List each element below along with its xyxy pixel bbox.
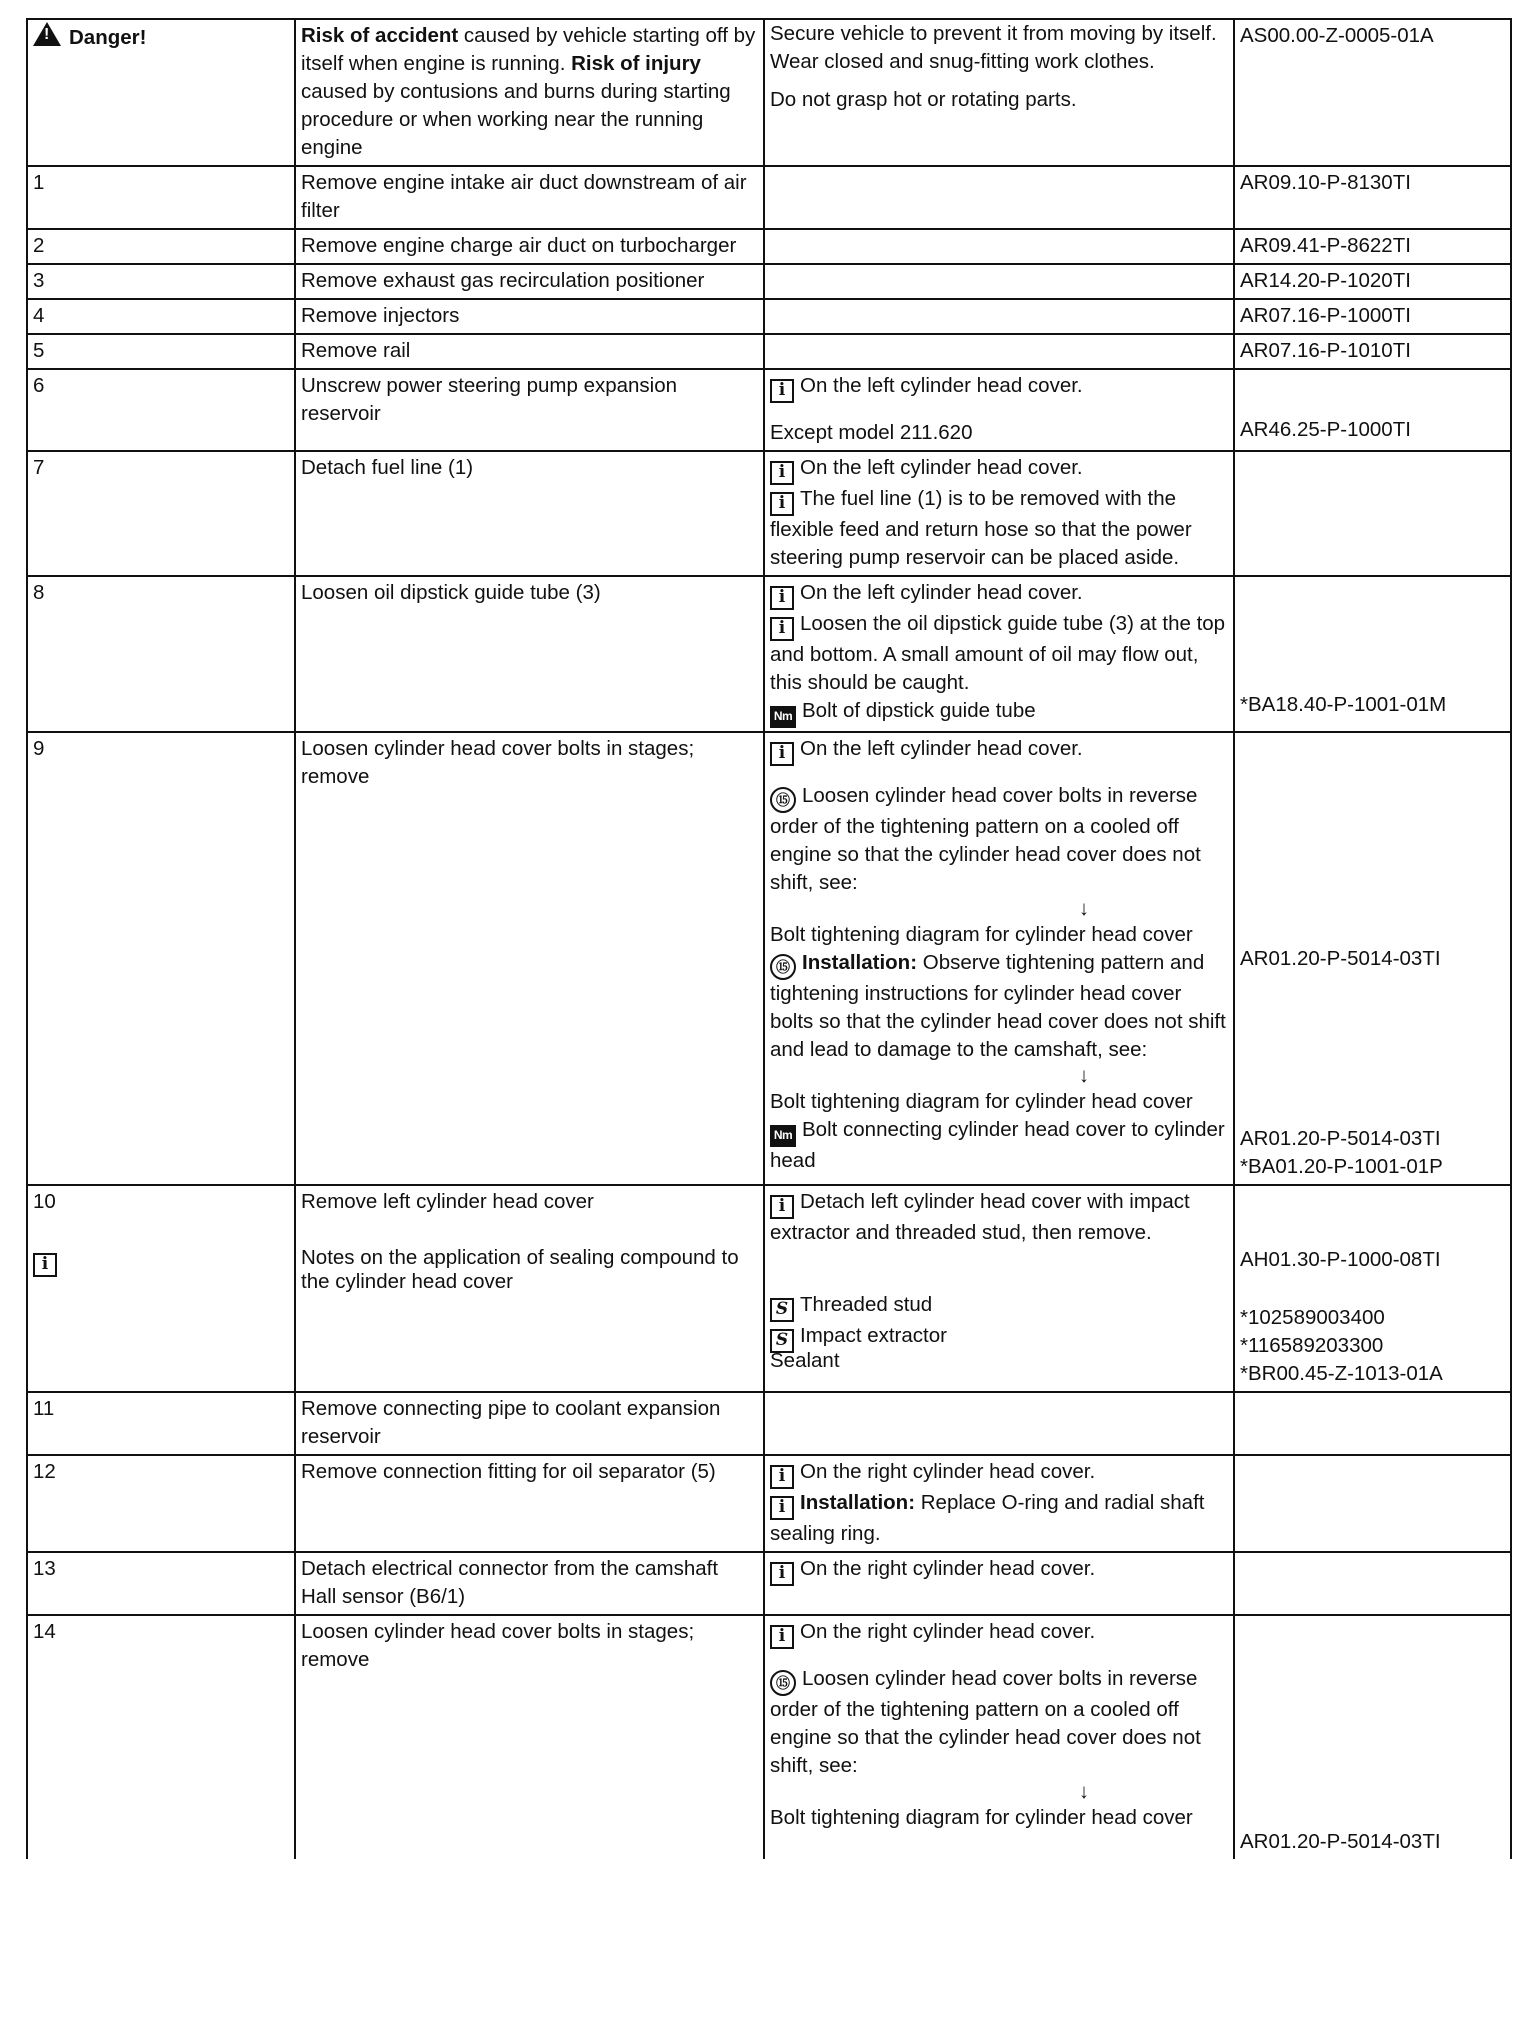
step-ref-cell — [1234, 1552, 1511, 1615]
step-number: 12 — [27, 1455, 295, 1552]
note-detach-cover: Detach left cylinder head cover with impact extractor and threaded stud, then remove. — [770, 1190, 1190, 1244]
torque-cover-bolt: Bolt connecting cylinder head cover to cylinder head — [770, 1118, 1225, 1172]
table-row — [27, 166, 1511, 229]
arrow-down-icon: ↓ — [1078, 897, 1090, 920]
sealant-label: Sealant — [770, 1349, 840, 1372]
risk-title-accident: Risk of accident — [301, 24, 459, 47]
step-notes — [764, 166, 1234, 229]
note-left-cover: On the left cylinder head cover. — [800, 374, 1083, 397]
note-left-cover: On the left cylinder head cover. — [800, 456, 1083, 479]
risk-text-accident: caused by vehicle starting off by itself when engine is running. — [301, 24, 756, 75]
step-number: 13 — [27, 1552, 295, 1615]
procedure-document — [26, 18, 1510, 1859]
step-action: Loosen cylinder head cover bolts in stages; remove — [295, 732, 764, 1185]
info-icon: i — [770, 742, 794, 766]
note-except-model: Except model 211.620 — [770, 421, 973, 444]
warning-icon — [33, 22, 61, 46]
step-action: Loosen oil dipstick guide tube (3) — [295, 576, 764, 732]
step-ref-cell — [1234, 1615, 1511, 1859]
diagram-link[interactable]: Bolt tightening diagram for cylinder head cover — [770, 1090, 1193, 1113]
note-loosen-order: Loosen cylinder head cover bolts in reverse order of the tightening pattern on a cooled off engine so that the cylinder head cover does not shift, see: — [770, 1667, 1201, 1777]
step-number: 6 — [27, 369, 295, 451]
step-action: Remove left cylinder head cover — [301, 1190, 594, 1213]
step-action: Remove engine charge air duct on turbocharger — [295, 229, 764, 264]
note-left-cover: On the left cylinder head cover. — [800, 581, 1083, 604]
info-icon: i — [770, 492, 794, 516]
note-right-cover: On the right cylinder head cover. — [800, 1460, 1096, 1483]
step-ref-cell — [1234, 1185, 1511, 1392]
danger-cell — [27, 19, 295, 166]
info-icon: i — [770, 617, 794, 641]
step-notes — [764, 732, 1234, 1185]
step-action: Unscrew power steering pump expansion reservoir — [295, 369, 764, 451]
step-number: 1 — [27, 166, 295, 229]
danger-measures — [764, 19, 1234, 166]
step-notes — [764, 451, 1234, 576]
step-ref[interactable]: *116589203300 — [1240, 1334, 1384, 1357]
step-notes — [764, 1615, 1234, 1859]
table-row — [27, 1392, 1511, 1455]
step-ref-cell — [1234, 1392, 1511, 1455]
step-notes — [764, 576, 1234, 732]
note-dipstick: Loosen the oil dipstick guide tube (3) at the top and bottom. A small amount of oil may flow out, this should be caught. — [770, 612, 1226, 694]
table-row — [27, 451, 1511, 576]
step-action: Loosen cylinder head cover bolts in stages; remove — [295, 1615, 764, 1859]
table-row — [27, 1455, 1511, 1552]
info-icon: i — [770, 1465, 794, 1489]
step-action: Remove connecting pipe to coolant expansion reservoir — [295, 1392, 764, 1455]
diagram-link[interactable]: Bolt tightening diagram for cylinder head cover — [770, 923, 1193, 946]
step-notes — [764, 369, 1234, 451]
step-ref-cell — [1234, 451, 1511, 576]
step-number: 9 — [27, 732, 295, 1185]
procedure-table — [26, 18, 1512, 1859]
sequence-icon: ⑮ — [770, 1670, 796, 1696]
note-right-cover: On the right cylinder head cover. — [800, 1557, 1096, 1580]
diagram-link[interactable]: Bolt tightening diagram for cylinder head cover — [770, 1806, 1193, 1829]
step-ref-cell — [1234, 576, 1511, 732]
step-action: Remove connection fitting for oil separator (5) — [295, 1455, 764, 1552]
step-notes — [764, 229, 1234, 264]
step-number-cell — [27, 1185, 295, 1392]
installation-text: Observe tightening pattern and tightening instructions for cylinder head cover bolts so that the cylinder head cover does not shift and lead to damage to the camshaft, see: — [770, 951, 1226, 1061]
step-notes — [764, 1455, 1234, 1552]
step-action: Remove injectors — [295, 299, 764, 334]
table-row — [27, 1185, 1511, 1392]
step-notes — [764, 334, 1234, 369]
note-fuel-line: The fuel line (1) is to be removed with the flexible feed and return hose so that the power steering pump reservoir can be placed aside. — [770, 487, 1192, 569]
table-row — [27, 576, 1511, 732]
installation-label: Installation: — [802, 951, 918, 974]
step-ref[interactable]: AR09.41-P-8622TI — [1234, 229, 1511, 264]
step-ref[interactable]: AH01.30-P-1000-08TI — [1240, 1248, 1441, 1271]
step-ref[interactable]: AR07.16-P-1010TI — [1234, 334, 1511, 369]
step-number: 4 — [27, 299, 295, 334]
step-ref[interactable]: AR01.20-P-5014-03TI — [1240, 947, 1441, 970]
info-icon: i — [33, 1253, 57, 1277]
step-ref-cell — [1234, 732, 1511, 1185]
danger-label: Danger! — [69, 26, 147, 49]
step-ref[interactable]: *BR00.45-Z-1013-01A — [1240, 1362, 1443, 1385]
sequence-icon: ⑮ — [770, 787, 796, 813]
step-ref-cell — [1234, 369, 1511, 451]
measure-secure: Secure vehicle to prevent it from moving by itself. — [770, 22, 1217, 45]
step-action: Remove rail — [295, 334, 764, 369]
note-right-cover: On the right cylinder head cover. — [800, 1620, 1096, 1643]
info-icon: i — [770, 1562, 794, 1586]
step-number: 3 — [27, 264, 295, 299]
step-ref[interactable]: AR09.10-P-8130TI — [1234, 166, 1511, 229]
table-row-danger — [27, 19, 1511, 166]
table-row — [27, 1552, 1511, 1615]
sequence-icon: ⑮ — [770, 954, 796, 980]
table-row — [27, 1615, 1511, 1859]
arrow-down-icon: ↓ — [1078, 1064, 1090, 1087]
table-row — [27, 299, 1511, 334]
step-ref[interactable]: AR07.16-P-1000TI — [1234, 299, 1511, 334]
step-number: 5 — [27, 334, 295, 369]
table-row — [27, 264, 1511, 299]
arrow-down-icon: ↓ — [1078, 1780, 1090, 1803]
risk-text-injury: caused by contusions and burns during starting procedure or when working near the running engine — [301, 80, 731, 159]
info-icon: i — [770, 379, 794, 403]
special-tool-icon: S — [770, 1298, 794, 1322]
measure-hot-parts: Do not grasp hot or rotating parts. — [770, 88, 1077, 111]
step-action: Detach fuel line (1) — [295, 451, 764, 576]
info-icon: i — [770, 461, 794, 485]
table-row — [27, 229, 1511, 264]
info-icon: i — [770, 586, 794, 610]
step-number: 8 — [27, 576, 295, 732]
step-notes — [764, 1185, 1234, 1392]
step-number: 11 — [27, 1392, 295, 1455]
step-number: 14 — [27, 1615, 295, 1859]
info-icon: i — [770, 1625, 794, 1649]
step-notes — [764, 1552, 1234, 1615]
torque-dipstick-bolt: Bolt of dipstick guide tube — [802, 699, 1036, 722]
step-ref[interactable]: *102589003400 — [1240, 1306, 1385, 1329]
step-ref[interactable]: AR14.20-P-1020TI — [1234, 264, 1511, 299]
step-ref[interactable]: *BA18.40-P-1001-01M — [1240, 693, 1447, 716]
step-action: Remove engine intake air duct downstream of air filter — [295, 166, 764, 229]
installation-text: Replace O-ring and radial shaft sealing ring. — [770, 1491, 1205, 1545]
step-number: 10 — [33, 1190, 56, 1213]
special-tool-icon: S — [770, 1329, 794, 1353]
tool-threaded-stud: Threaded stud — [800, 1293, 933, 1316]
note-left-cover: On the left cylinder head cover. — [800, 737, 1083, 760]
step-action-note: Notes on the application of sealing compound to the cylinder head cover — [301, 1246, 739, 1293]
step-action: Remove exhaust gas recirculation positioner — [295, 264, 764, 299]
step-number: 7 — [27, 451, 295, 576]
step-action: Detach electrical connector from the camshaft Hall sensor (B6/1) — [295, 1552, 764, 1615]
table-row — [27, 369, 1511, 451]
note-loosen-order: Loosen cylinder head cover bolts in reverse order of the tightening pattern on a cooled off engine so that the cylinder head cover does not shift, see: — [770, 784, 1201, 894]
danger-ref[interactable]: AS00.00-Z-0005-01A — [1234, 19, 1511, 166]
tool-impact-extractor: Impact extractor — [800, 1324, 947, 1347]
step-ref[interactable]: AR46.25-P-1000TI — [1240, 418, 1411, 441]
measure-clothes: Wear closed and snug-fitting work clothes. — [770, 50, 1155, 73]
step-notes — [764, 299, 1234, 334]
step-notes — [764, 1392, 1234, 1455]
step-number: 2 — [27, 229, 295, 264]
table-row — [27, 732, 1511, 1185]
risk-title-injury: Risk of injury — [571, 52, 701, 75]
step-action-cell — [295, 1185, 764, 1392]
risk-description — [295, 19, 764, 166]
torque-icon: Nm — [770, 706, 796, 728]
step-ref[interactable]: *BA01.20-P-1001-01P — [1240, 1155, 1443, 1178]
step-ref-cell — [1234, 1455, 1511, 1552]
step-notes — [764, 264, 1234, 299]
step-ref[interactable]: AR01.20-P-5014-03TI — [1240, 1830, 1441, 1853]
info-icon: i — [770, 1195, 794, 1219]
installation-label: Installation: — [800, 1491, 916, 1514]
torque-icon: Nm — [770, 1125, 796, 1147]
info-icon: i — [770, 1496, 794, 1520]
table-row — [27, 334, 1511, 369]
step-ref[interactable]: AR01.20-P-5014-03TI — [1240, 1127, 1441, 1150]
